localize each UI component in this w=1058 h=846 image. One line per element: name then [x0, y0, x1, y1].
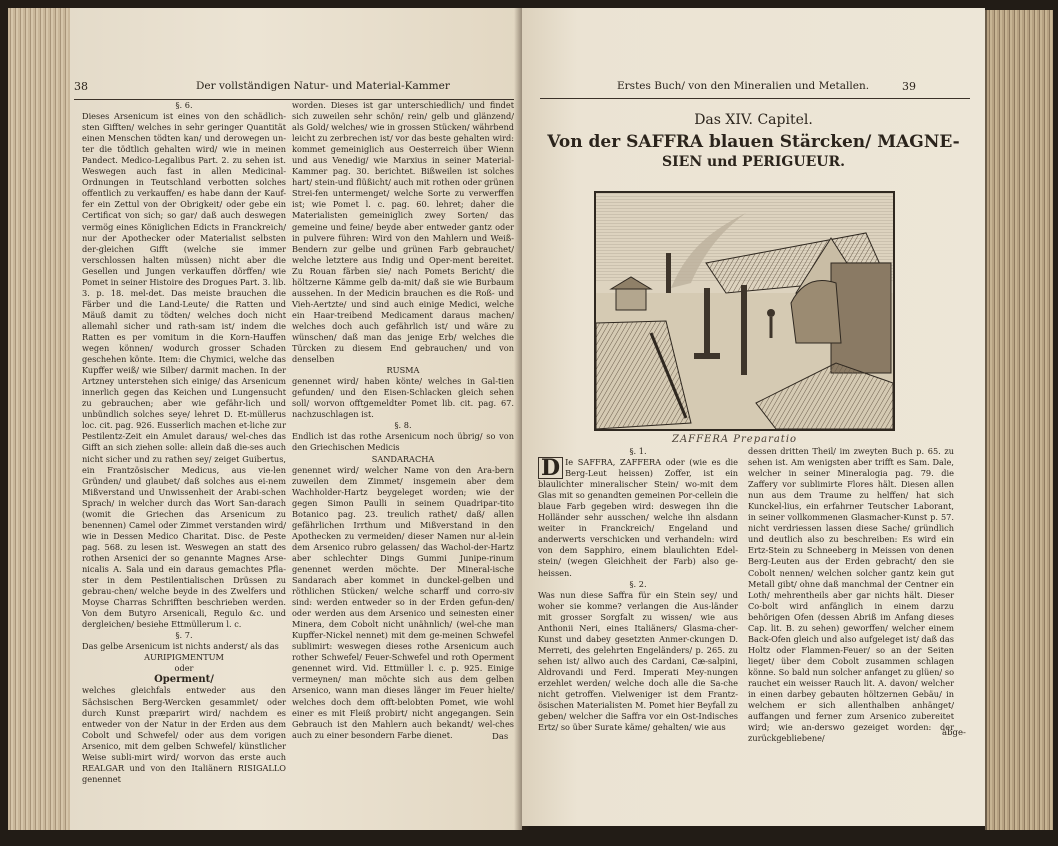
left-column-2: [292, 100, 514, 740]
right-column-1: [538, 446, 738, 733]
paragraph: Was nun diese Saffra für ein Stein sey/ und woher sie komme? verlangen die Aus-länder mit grosser Sorgfalt zu wissen/ wie aus Anthonii Neri, eines Italiäners/ Glasma-cher-Kunst und dabey gesetzten Anmer-ckungen D. Merreti, des gelehrten Engeländers/ p. 265. zu sehen ist/ allwo auch des Cardani, Cæ-salpini, Aldrovandi und Ferd. Imperati Mey-nungen erzehlet werden/ welche doch alle die Sa-che nicht getroffen. Vielweniger ist dem Frantz-ösischen Materialisten M. Pomet hier Beyfall zu geben/ welcher die Saffra vor ein Ost-Indisches Ertz/ so über Surate käme/ gehalten/ wie aus: [538, 589, 738, 733]
right-page-edges: [985, 10, 1053, 830]
paragraph: dessen dritten Theil/ im zweyten Buch p. 65. zu sehen ist. Am wenigsten aber trifft es Sam. Dale, welcher in seiner Mineralogia pag. 79. die Zaffery vor sublimirte Flores hält. Diesen allen nun aus dem Traume zu helffen/ hat sich Kunckel-lius, ein erfahrner Teutscher Laborant, in seiner vollkommenen Glasmacher-Kunst p. 57. nicht verdriessen lassen diese Sache/ gründlich und deutlich also zu beschreiben: Es wird ein Ertz-Stein zu Schneeberg in Meissen von denen Berg-Leuten aus der Erden gebracht/ den sie Cobolt nennen/ welchen solcher gantz kein gut Metall gibt/ ohne daß manchmal der Centner ein Loth/ mehrentheils aber gar nichts hält. Dieser Co-bolt wird anfänglich in einem darzu behörigen Ofen (dessen Abriß im Anfang dieses Cap. lit. B. zu sehen) geworffen/ welcher einem Back-Ofen gleich und also aufgeleget ist/ daß das Holtz oder Flammen-Feuer/ so an der Seiten lieget/ über dem Cobolt zusammen schlagen könne. So bald nun solcher anfanget zu glüen/ so rauchet ein weisser Rauch lit. A. davon/ welcher in einen darbey gebauten höltzernen Gebäu/ in welchem er sich allenthalben anhänget/ auffangen und ferner zum Arsenico zubereitet wird; wie an-derswo gezeiget worden: der zurückgebliebene/: [748, 446, 954, 744]
centered-term: oder: [174, 663, 194, 674]
centered-term: SANDARACHA: [371, 453, 435, 464]
left-column-1: [82, 100, 286, 784]
drop-cap-initial: D: [538, 457, 563, 479]
chapter-title-line-2: SIEN und PERIGUEUR.: [662, 154, 845, 170]
right-page: [522, 8, 985, 826]
figure-caption: ZAFFERA Preparatio: [672, 434, 798, 445]
centered-term: RUSMA: [386, 365, 420, 376]
left-page-number: 38: [74, 80, 88, 93]
left-page: [70, 8, 522, 830]
left-page-edges: [8, 8, 72, 830]
right-header-rule: [540, 98, 970, 99]
paragraph: Endlich ist das rothe Arsenicum noch übrig/ so von den Griechischen Medicis: [292, 431, 514, 453]
paragraph: worden. Dieses ist gar unterschiedlich/ und findet sich zuweilen sehr schön/ rein/ gelb und glänzend/ als Gold/ welches/ wie in grossen Stücken/ währbend leicht zu zerbrechen ist/ vor das beste gehalten wird: kommet gemeiniglich aus Oesterreich über Wienn und aus Venedig/ wie Marxius in seiner Material-Kammer pag. 30. berichtet. Bißweilen ist solches hart/ stein-und flüßicht/ auch mit rothen oder grünen Strei-fen untermenget/ welche Sorte zu verwerffen ist; wie Pomet l. c. pag. 60. lehret; daher die Materialisten gemeiniglich zwey Sorten/ das gemeine und feine/ beyde aber entweder gantz oder in pulvere führen: Wird von den Mahlern und Weiß-Bendern zur gelbe und grünen Farb gebrauchet/ welche letztere aus Indig und Oper-ment bereitet. Zu Rouan färben sie/ nach Pomets Bericht/ die höltzerne Kämme gelb da-mit/ daß sie wie Burbaum aussehen. In der Medicin brauchen es die Roß- und Vieh-Aertzte/ und sind auch einige Medici, welche ein Haar-treibend Medicament daraus machen/ welches doch auch gefährlich ist/ und wäre zu wünschen/ daß man das jenige Erb/ welches die Türcken zu diesem End gebrauchen/ und von denselben: [292, 100, 514, 365]
chapter-label: Das XIV. Capitel.: [694, 112, 813, 128]
paragraph: Ie SAFFRA, ZAFFERA oder (wie es die Berg-Leut heissen) Zoffer, ist ein blaulichter mineralischer Stein/ wo-mit dem Glas mit so genandten gemeinen Por-cellein die blaue Farb gegeben wird: deswegen ihn die Holländer sehr ausschen/ welche ihn alsdann weiter in Franckreich/ Engeland und anderwerts verschicken und verhandeln: wird von dem Sapphiro, einem blaulichten Edel-stein/ (wegen Gleichheit der Farb) also ge-heissen.: [538, 457, 738, 578]
right-page-number: 39: [902, 80, 916, 93]
paragraph: genennet wird/ welcher Name von den Ara-bern zuweilen dem Zimmet/ insgemein aber dem Wachholder-Hartz beygeleget worden; wie der gegen Simon Paulli in seinem Quadripar-tito Botanico pag. 23. treulich rathet/ daß/ allen gefährlichen Irrthum und Mißverstand in den Apothecken zu vermeiden/ dieser Namen nur al-lein dem Arsenico rubro gelassen/ das Wachol-der-Hartz aber schlechter Dings Gummi Junipe-rinum genennet werden möchte. Der Mineral-ische Sandarach aber kommet in dunckel-gelben und röthlichen Stücken/ welche scharff und corro-siv sind: werden entweder so in der Erden gefun-den/ oder werden aus dem Arsenico und seinesten einer Minera, dem Cobolt nicht unähnlich/ (wel-che man Kupffer-Nickel nennet) mit dem ge-meinen Schwefel sublimirt: weswegen dieses rothe Arsenicum auch rother Schwefel/ Feuer-Schwefel und roth Operment genennet wird. Vid. Ettmüller l. c. p. 925. Einige vermeynen/ man möchte sich aus dem gelben Arsenico, wann man dieses länger im Feuer hielte/ welches doch dem offt-belobten Pomet, wie wohl einer es mit Fleiß probirt/ nicht angegangen. Sein Gebrauch ist den Mahlern auch bekandt/ wel-ches auch zu einer besondern Farbe dienet.: [292, 464, 514, 740]
section-number: §. 1.: [629, 446, 647, 456]
right-catchword: abge-: [942, 728, 966, 738]
paragraph: Das gelbe Arsenicum ist nichts anderst/ als das: [82, 641, 279, 652]
paragraph: Dieses Arsenicum ist eines von den schädlich-sten Gifften/ welches in sehr geringer Quantität einen Menschen tödten kan/ und derowegen un-ter die tödtlich gehalten wird/ wie in meinen Pandect. Medico-Legalibus Part. 2. zu sehen ist. Weswegen auch fast in allen Medicinal-Ordnungen in Teutschland verbotten solches offentlich zu verkauffen/ es habe dann der Kauf-fer ein Zettul von der Obrigkeit/ oder gebe ein Certificat von sich; so gar/ daß auch deswegen vermög eines Königlichen Edicts in Franckreich/ nur der Apothecker oder Materialist selbsten der-gleichen Gifft (welche sie immer verschlossen halten müssen) nicht aber die Gesellen und Jungen verkauffen dörffen/ wie Pomet in seiner Histoire des Drogues Part. 3. lib. 3. p. 18. mel-det. Das meiste brauchen die Färber und die Land-Leute/ die Ratten und Mäuß damit zu tödten/ welches doch nicht allemahl sicher und rath-sam ist/ indem die Ratten es per vomitum in die Korn-Hauffen wegen können/ wodurch grosser Schaden geschehen könte. Item: die Chymici, welche das Kupffer weiß/ wie Silber/ darmit machen. In der Artzney unterstehen sich einige/ das Arsenicum innerlich gegen das Keichen und Lungensucht zu gebrauchen; aber wie gefähr-lich und unbündlich solches seye/ lehret D. Et-müllerus loc. cit. pag. 926. Eusserlich machen et-liche zur Pestilentz-Zeit ein Amulet daraus/ wel-ches das Gifft an sich ziehen solle: allein daß die-ses auch nicht sicher und zu rathen sey/ zeiget Guibertus, ein Frantzösischer Medicus, aus vie-len Gründen/ und glaubet/ daß solches aus ei-nem Mißverstand und Unwissenheit der Arabi-schen Sprach/ in welcher durch das Wort San-darach (womit die Griechen das Arsenicum zu benennen) Camel oder Zimmet verstanden wird/ wie in Dessen Medico Charitat. Disc. de Peste pag. 568. zu lesen ist. Weswegen an statt des rothen Arsenici der so genannte Magnes Arse-nicalis A. Sala und ein daraus gemachtes Pfla-ster in dem Pestilentialischen Drüssen zu gebrau-chen/ welche beyde in des Zwelfers und Moyse Charras Schrifften beschrieben werden. Von dem Butyro Arsenicali, Regulo &c. und dergleichen/ besiehe Ettmüllerum l. c.: [82, 111, 286, 630]
paragraph: genennet wird/ haben könte/ welches in Gal-tien gefunden/ und den Eisen-Schlacken gleich sehen soll/ worvon offtgemeldter Pomet lib. cit. pag. 67. nachzuschlagen ist.: [292, 376, 514, 420]
section-number: §. 7.: [175, 630, 193, 641]
right-running-head: Erstes Buch/ von den Mineralien und Metallen.: [617, 80, 870, 92]
paragraph: welches gleichfals entweder aus den Sächsischen Berg-Wercken gesammlet/ oder durch Kunst præparirt wird/ nachdem es entweder von der Natur in der Erden aus dem Cobolt und Schwefel/ oder aus dem vorigen Arsenico, mit dem gelben Schwefel/ künstlicher Weise subli-mirt wird/ worvon das erste auch REALGAR und von den Italiänern RISIGALLO genennet: [82, 685, 286, 784]
centered-heading: Operment/: [154, 674, 214, 686]
engraving-illustration: [594, 191, 895, 431]
left-running-head: Der vollständigen Natur- und Material-Kammer: [196, 80, 450, 92]
left-catchword: Das: [492, 732, 509, 742]
section-number: §. 2.: [629, 578, 647, 589]
section-number: §. 6.: [175, 100, 193, 110]
centered-term: AURIPIGMENTUM: [144, 652, 224, 663]
section-number: §. 8.: [394, 420, 412, 431]
chapter-title-line-1: Von der SAFFRA blauen Stärcken/ MAGNE-: [547, 132, 960, 152]
